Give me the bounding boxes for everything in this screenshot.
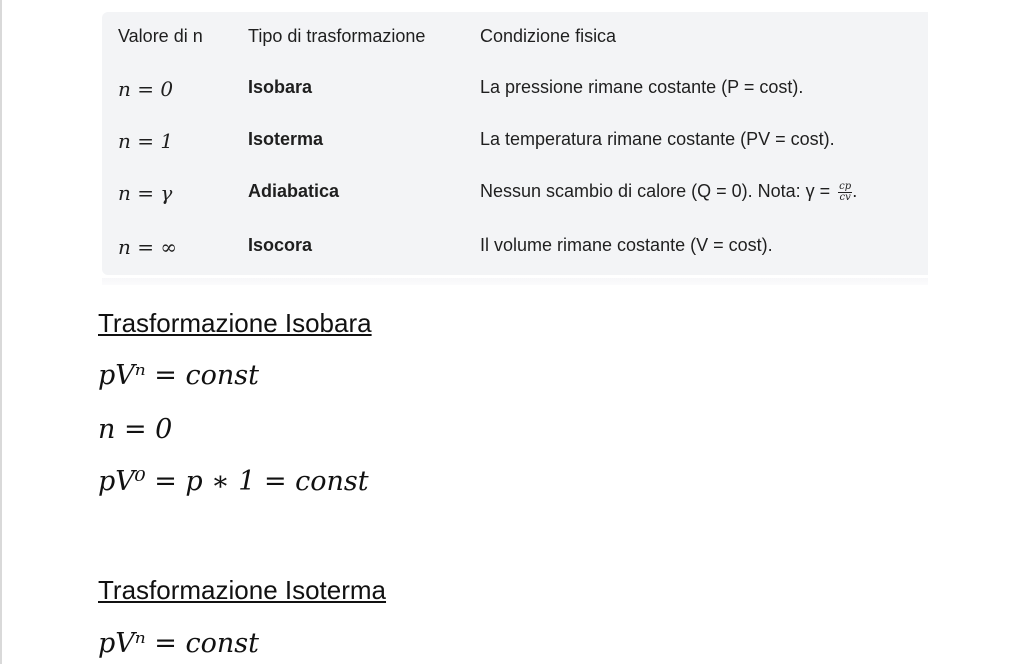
header-value: Valore di n: [118, 26, 203, 46]
row-isoterma-type: Isoterma: [248, 129, 324, 149]
heading-isoterma: Trasformazione Isoterma: [98, 575, 387, 605]
row-isoterma-value: n = 1: [118, 129, 174, 153]
fraction-suffix: .: [852, 181, 858, 201]
formula-isobara-general: pVⁿ = const: [98, 360, 259, 391]
fraction-numerator: cp: [839, 180, 852, 192]
row-isobara-type: Isobara: [248, 77, 313, 97]
formula-isoterma-general: pVⁿ = const: [98, 628, 259, 659]
header-type: Tipo di trasformazione: [248, 26, 426, 46]
gamma-fraction: [838, 182, 852, 203]
row-adiabatica-type: Adiabatica: [248, 181, 340, 201]
page-left-edge: [0, 0, 2, 664]
heading-isobara: Trasformazione Isobara: [98, 308, 372, 338]
row-adiabatica-value: n = γ: [118, 181, 173, 205]
row-adiabatica-condition-wrap: [480, 181, 857, 203]
row-isocora-value: n = ∞: [118, 235, 178, 259]
formula-isobara-result: pV⁰ = p ∗ 1 = const: [98, 466, 369, 497]
fraction-denominator: cv: [839, 191, 851, 203]
row-isoterma-condition: La temperatura rimane costante (PV = cost).: [480, 129, 835, 149]
table-bottom-shadow: [102, 278, 928, 285]
formula-isobara-n: n = 0: [98, 414, 173, 445]
row-isobara-value: n = 0: [118, 77, 174, 101]
header-condition: Condizione fisica: [480, 26, 617, 46]
row-isocora-condition: Il volume rimane costante (V = cost).: [480, 235, 773, 255]
row-isobara-condition: La pressione rimane costante (P = cost).: [480, 77, 804, 97]
row-adiabatica-condition: Nessun scambio di calore (Q = 0). Nota: γ =: [480, 181, 831, 201]
row-isocora-type: Isocora: [248, 235, 313, 255]
